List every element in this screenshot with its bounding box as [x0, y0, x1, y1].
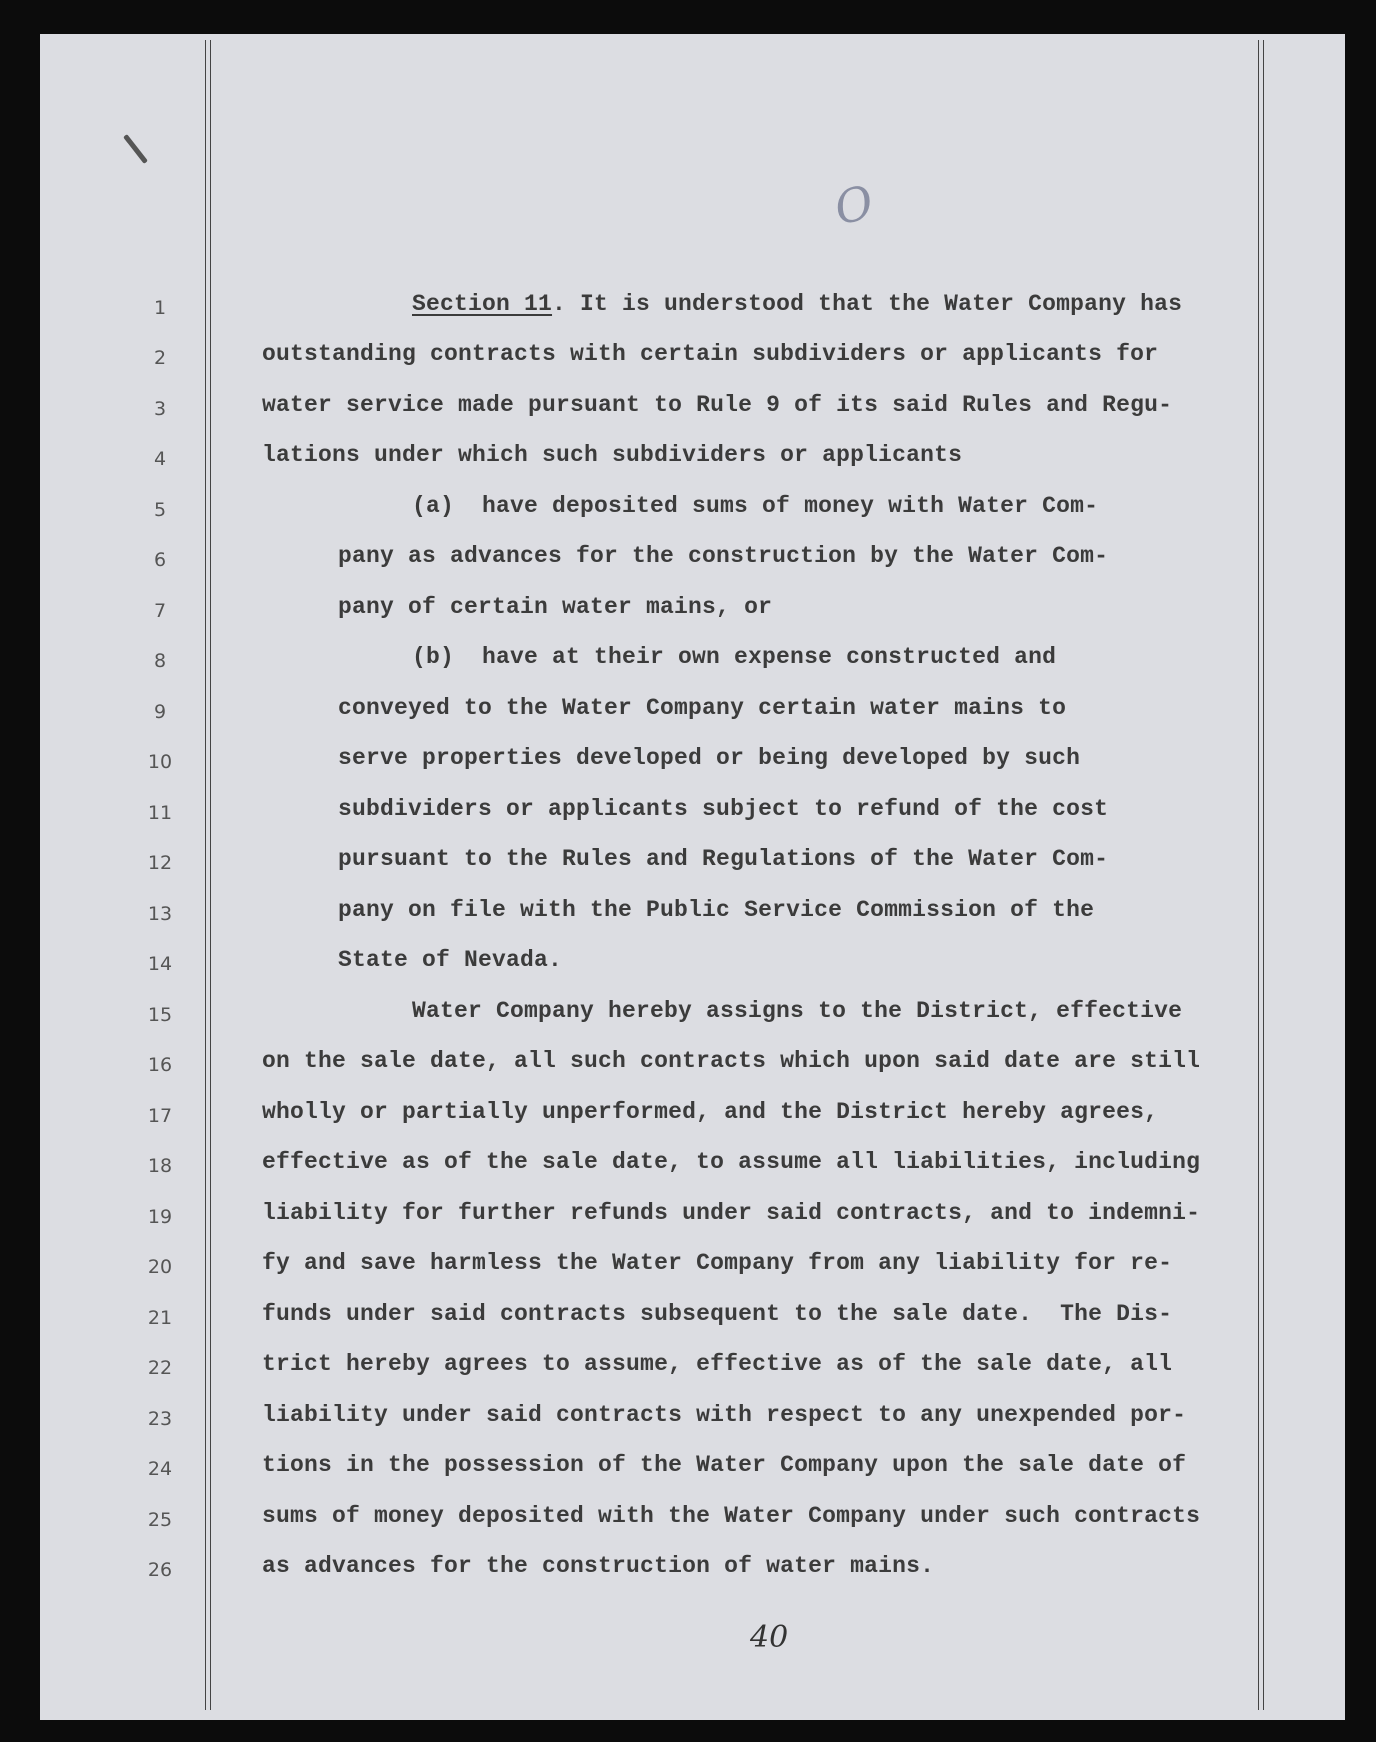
line-number: 8	[153, 650, 167, 672]
text-line: liability under said contracts with respect to any unexpended por-	[262, 1402, 1187, 1428]
text-line: liability for further refunds under said contracts, and to indemni-	[262, 1200, 1201, 1226]
text-line: pany of certain water mains, or	[338, 594, 773, 620]
text-line: effective as of the sale date, to assume all liabilities, including	[262, 1149, 1201, 1175]
text-line: on the sale date, all such contracts which upon said date are still	[262, 1048, 1201, 1074]
right-margin-rule-outer	[1258, 40, 1259, 1710]
line-number: 2	[153, 347, 167, 369]
line-number: 14	[147, 953, 173, 975]
section-heading: Section 11	[412, 291, 553, 317]
line-number: 4	[153, 448, 167, 470]
line-number: 11	[147, 802, 173, 824]
line-number: 26	[147, 1559, 173, 1581]
line-number: 10	[147, 751, 173, 773]
text-line: trict hereby agrees to assume, effective as of the sale date, all	[262, 1351, 1173, 1377]
text-line: (a) have deposited sums of money with Water Com-	[412, 493, 1099, 519]
line-number: 5	[153, 499, 167, 521]
line-number: 17	[147, 1105, 173, 1127]
line-number: 16	[147, 1054, 173, 1076]
handwritten-mark: O	[829, 174, 878, 236]
text-line: funds under said contracts subsequent to the sale date. The Dis-	[262, 1301, 1173, 1327]
line-number: 3	[153, 398, 167, 420]
line-number: 15	[147, 1004, 173, 1026]
text-line: Section 11. It is understood that the Water Company has	[412, 291, 1183, 317]
line-number: 18	[147, 1155, 173, 1177]
line-number: 7	[153, 600, 167, 622]
text-line: State of Nevada.	[338, 947, 563, 973]
line-number: 25	[147, 1509, 173, 1531]
right-margin-rule-inner	[1263, 40, 1264, 1710]
line-number: 9	[153, 701, 167, 723]
left-margin-rule-outer	[205, 40, 206, 1710]
line-number: 20	[147, 1256, 173, 1278]
text-line: wholly or partially unperformed, and the District hereby agrees,	[262, 1099, 1159, 1125]
line-number: 19	[147, 1206, 173, 1228]
text-line: pursuant to the Rules and Regulations of the Water Com-	[338, 846, 1109, 872]
text-line: outstanding contracts with certain subdividers or applicants for	[262, 341, 1159, 367]
text-line: fy and save harmless the Water Company from any liability for re-	[262, 1250, 1173, 1276]
text-line: serve properties developed or being developed by such	[338, 745, 1081, 771]
text-line: tions in the possession of the Water Company upon the sale date of	[262, 1452, 1187, 1478]
line-number: 6	[153, 549, 167, 571]
text-line: Water Company hereby assigns to the District, effective	[412, 998, 1183, 1024]
text-line: lations under which such subdividers or applicants	[262, 442, 963, 468]
text-line: sums of money deposited with the Water Company under such contracts	[262, 1503, 1201, 1529]
line-number: 24	[147, 1458, 173, 1480]
line-number: 21	[147, 1307, 173, 1329]
text-line: subdividers or applicants subject to refund of the cost	[338, 796, 1109, 822]
text-line: pany on file with the Public Service Commission of the	[338, 897, 1095, 923]
text-line: as advances for the construction of water mains.	[262, 1553, 935, 1579]
line-number: 13	[147, 903, 173, 925]
page-number: 40	[750, 1620, 789, 1655]
text-line: water service made pursuant to Rule 9 of its said Rules and Regu-	[262, 392, 1173, 418]
text-line: (b) have at their own expense constructed and	[412, 644, 1057, 670]
line-number: 1	[153, 297, 167, 319]
text-line: pany as advances for the construction by the Water Com-	[338, 543, 1109, 569]
line-number: 22	[147, 1357, 173, 1379]
line-number: 12	[147, 852, 173, 874]
pen-mark	[123, 134, 148, 164]
text-line: conveyed to the Water Company certain water mains to	[338, 695, 1067, 721]
line-number: 23	[147, 1408, 173, 1430]
left-margin-rule-inner	[210, 40, 211, 1710]
